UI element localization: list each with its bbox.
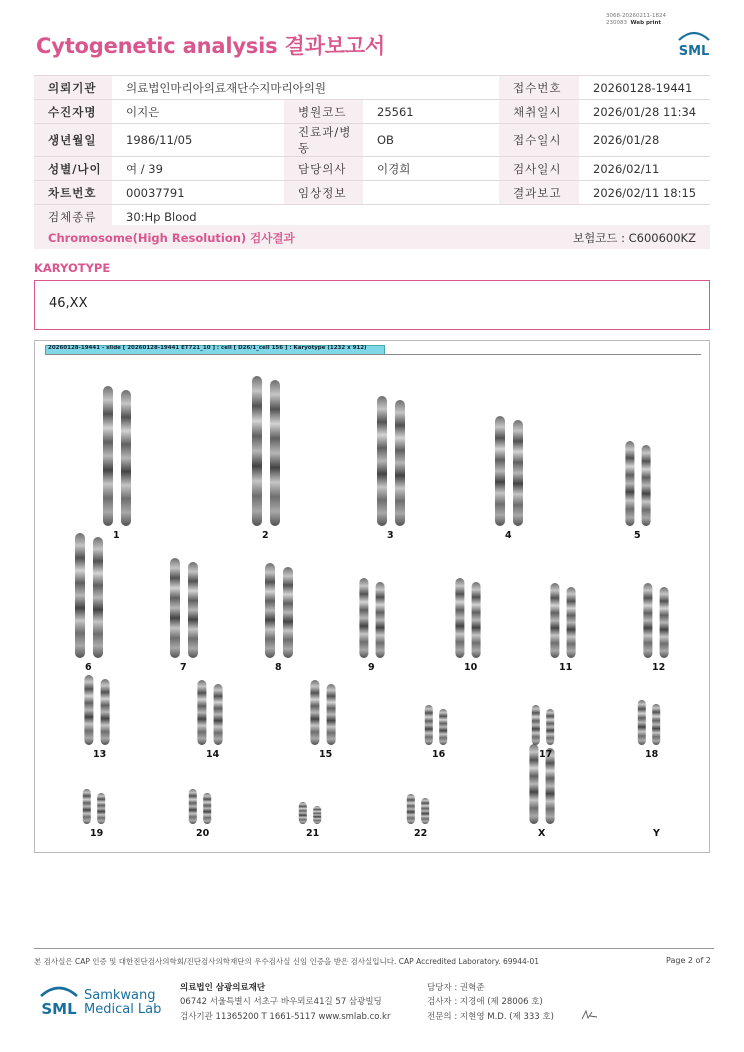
org-address: 06742 서울특별시 서초구 바우뫼로41길 57 삼광빌딩 xyxy=(180,997,382,1007)
collect-date-label: 채취일시 xyxy=(499,100,579,124)
chart-value: 00037791 xyxy=(112,181,284,205)
hospital-code-label: 병원코드 xyxy=(284,100,363,124)
signature-mark xyxy=(580,1008,600,1022)
doctor-label: 담당의사 xyxy=(284,157,363,181)
chromatid xyxy=(313,806,321,824)
chromatid xyxy=(377,396,387,526)
receipt-date-value: 2026/01/28 xyxy=(579,124,710,157)
hospital-code-value: 25561 xyxy=(363,100,499,124)
chromatid xyxy=(75,533,85,658)
chromatid xyxy=(567,587,576,658)
chromatid xyxy=(359,578,368,658)
chromatid xyxy=(638,700,646,745)
chromosome-pair-19 xyxy=(83,789,105,824)
chromatid xyxy=(407,794,415,824)
chromatid xyxy=(103,386,113,526)
report-value: 2026/02/11 18:15 xyxy=(579,181,710,205)
chromosome-label-22: 22 xyxy=(414,828,428,839)
chromosome-label-5: 5 xyxy=(634,530,641,541)
receipt-no-value: 20260128-19441 xyxy=(579,76,710,100)
chromatid xyxy=(84,675,93,745)
chromatid xyxy=(376,582,385,658)
chromosome-label-14: 14 xyxy=(206,749,220,760)
requester-label: 의뢰기관 xyxy=(34,76,112,100)
chart-label: 차트번호 xyxy=(34,181,112,205)
chromatid xyxy=(203,793,211,824)
chromatid xyxy=(299,802,307,824)
chromatid xyxy=(439,709,447,745)
chromosome-pair-10 xyxy=(455,578,480,658)
chromatid xyxy=(121,390,131,526)
chromosome-pair-22 xyxy=(407,794,429,824)
chromosome-pair-21 xyxy=(299,802,321,824)
chromosome-label-19: 19 xyxy=(90,828,104,839)
receipt-no-label: 접수번호 xyxy=(499,76,579,100)
chromosome-label-6: 6 xyxy=(85,662,92,673)
karyogram-chromosomes xyxy=(34,340,708,851)
org-contact: 검사기관 11365200 T 1661-5117 www.smlab.co.kr xyxy=(180,1012,391,1022)
print-label: Web print xyxy=(630,20,662,26)
karyotype-box xyxy=(34,280,710,330)
chromatid xyxy=(97,793,105,824)
chromosome-label-16: 16 xyxy=(432,749,446,760)
chromatid xyxy=(101,679,110,745)
chromosome-label-3: 3 xyxy=(387,530,394,541)
chromatid xyxy=(83,789,91,824)
chromatid xyxy=(660,587,669,658)
chromosome-pair-5 xyxy=(625,441,650,526)
print-code-2: 230083 xyxy=(606,20,627,26)
logo-top-text: SML xyxy=(678,44,710,59)
chromatid xyxy=(270,380,280,526)
chromosome-label-21: 21 xyxy=(306,828,320,839)
chromosome-pair-4 xyxy=(495,416,523,526)
doctor-value: 이경희 xyxy=(363,157,499,181)
sex-age-value: 여 / 39 xyxy=(112,157,284,181)
chromatid xyxy=(472,582,481,658)
logo-line-1: Samkwang xyxy=(84,988,156,1003)
test-date-label: 검사일시 xyxy=(499,157,579,181)
chromatid xyxy=(265,563,275,658)
chromosome-pair-15 xyxy=(310,680,335,745)
chromosome-pair-17 xyxy=(532,705,554,745)
chromosome-pair-13 xyxy=(84,675,109,745)
chromosome-pair-7 xyxy=(170,558,198,658)
dept-value: OB xyxy=(363,124,499,157)
chromosome-label-9: 9 xyxy=(368,662,375,673)
chromosome-label-12: 12 xyxy=(652,662,666,673)
chromosome-label-10: 10 xyxy=(464,662,478,673)
chromosome-label-1: 1 xyxy=(113,530,120,541)
chromosome-pair-6 xyxy=(75,533,103,658)
chromosome-label-15: 15 xyxy=(319,749,333,760)
chromosome-pair-16 xyxy=(425,705,447,745)
chromatid xyxy=(625,441,634,526)
chromatid xyxy=(197,680,206,745)
chromatid xyxy=(425,705,433,745)
chromatid xyxy=(652,704,660,745)
chromatid xyxy=(189,789,197,824)
chromatid xyxy=(532,705,540,745)
specimen-label: 검체종류 xyxy=(34,205,112,229)
chromosome-label-20: 20 xyxy=(196,828,210,839)
receipt-date-label: 접수일시 xyxy=(499,124,579,157)
chromosome-label-13: 13 xyxy=(93,749,107,760)
chromosome-label-x: X xyxy=(538,828,546,839)
examiner: 검사자 : 지경애 (제 28006 호) xyxy=(427,997,543,1007)
sex-age-label: 성별/나이 xyxy=(34,157,112,181)
chromatid xyxy=(283,567,293,658)
dept-label: 진료과/병동 xyxy=(284,124,363,157)
chromatid xyxy=(214,684,223,745)
chromosome-pair-11 xyxy=(550,583,575,658)
test-date-value: 2026/02/11 xyxy=(579,157,710,181)
chromosome-label-4: 4 xyxy=(505,530,512,541)
logo-bottom-text: SML xyxy=(41,1000,77,1018)
manager: 담당자 : 권혁준 xyxy=(427,983,485,993)
chromosome-pair-2 xyxy=(252,376,280,526)
chromatid xyxy=(495,416,505,526)
chromosome-label-y: Y xyxy=(653,828,660,839)
sml-logo-bottom xyxy=(36,980,82,1030)
chromatid xyxy=(546,709,554,745)
sml-logo-top xyxy=(675,28,713,62)
chromatid xyxy=(252,376,262,526)
chromosome-label-17: 17 xyxy=(539,749,553,760)
chromatid xyxy=(327,684,336,745)
requester-value: 의료법인마리아의료재단수지마리아의원 xyxy=(112,76,499,100)
chromatid xyxy=(642,445,651,526)
chromatid xyxy=(529,744,538,824)
org-name: 의료법인 삼광의료재단 xyxy=(180,983,266,993)
chromatid xyxy=(643,583,652,658)
karyotype-value: 46,XX xyxy=(49,296,88,311)
footer-divider xyxy=(34,948,714,949)
karyogram-caption: 20260128-19441 - slide [ 20260128-19441 ET721_10 ] : cell [ D26/1_cell 156 ] : Karyotype (1232 x 912) xyxy=(48,345,367,351)
chromatid xyxy=(93,537,103,658)
chromatid xyxy=(550,583,559,658)
collect-date-value: 2026/01/28 11:34 xyxy=(579,100,710,124)
result-section-title: Chromosome(High Resolution) 검사결과 xyxy=(48,231,295,245)
accreditation-note: 본 검사실은 CAP 인증 및 대한진단검사의학회/진단검사의학재단의 우수검사실 신임 인증을 받은 검사실입니다. CAP Accredited Laboratory. 69944-01 xyxy=(34,957,540,966)
chromatid xyxy=(455,578,464,658)
clinical-label: 임상정보 xyxy=(284,181,363,205)
chromosome-pair-14 xyxy=(197,680,222,745)
chromosome-pair-9 xyxy=(359,578,384,658)
chromatid xyxy=(310,680,319,745)
chromosome-pair-1 xyxy=(103,386,131,526)
karyotype-label: KARYOTYPE xyxy=(34,261,111,275)
lab-logo-text xyxy=(84,989,161,1017)
report-label: 결과보고 xyxy=(499,181,579,205)
chromosome-pair-12 xyxy=(643,583,668,658)
chromatid xyxy=(395,400,405,526)
chromosome-label-2: 2 xyxy=(262,530,269,541)
chromosome-label-18: 18 xyxy=(645,749,659,760)
insurance-code: 보험코드 : C600600KZ xyxy=(573,231,696,245)
chromatid xyxy=(421,798,429,824)
report-title: Cytogenetic analysis 결과보고서 xyxy=(36,34,385,58)
chromosome-label-8: 8 xyxy=(275,662,282,673)
logo-line-2: Medical Lab xyxy=(84,1002,162,1017)
chromosome-pair-20 xyxy=(189,789,211,824)
dob-value: 1986/11/05 xyxy=(112,124,284,157)
chromosome-label-7: 7 xyxy=(180,662,187,673)
chromosome-pair-3 xyxy=(377,396,405,526)
specialist: 전문의 : 지현영 M.D. (제 333 호) xyxy=(427,1012,554,1022)
chromatid xyxy=(188,562,198,658)
print-code xyxy=(606,13,666,27)
chromatid xyxy=(170,558,180,658)
patient-label: 수진자명 xyxy=(34,100,112,124)
print-code-1: 3068-20260211-1824 xyxy=(606,13,666,19)
chromosome-pair-18 xyxy=(638,700,660,745)
chromosome-pair-8 xyxy=(265,563,293,658)
patient-info-table xyxy=(34,75,710,229)
chromatid xyxy=(513,420,523,526)
dob-label: 생년월일 xyxy=(34,124,112,157)
clinical-value xyxy=(363,181,499,205)
specimen-value: 30:Hp Blood xyxy=(112,205,710,229)
page-number: Page 2 of 2 xyxy=(666,956,711,965)
patient-value: 이지은 xyxy=(112,100,284,124)
chromosome-label-11: 11 xyxy=(559,662,573,673)
